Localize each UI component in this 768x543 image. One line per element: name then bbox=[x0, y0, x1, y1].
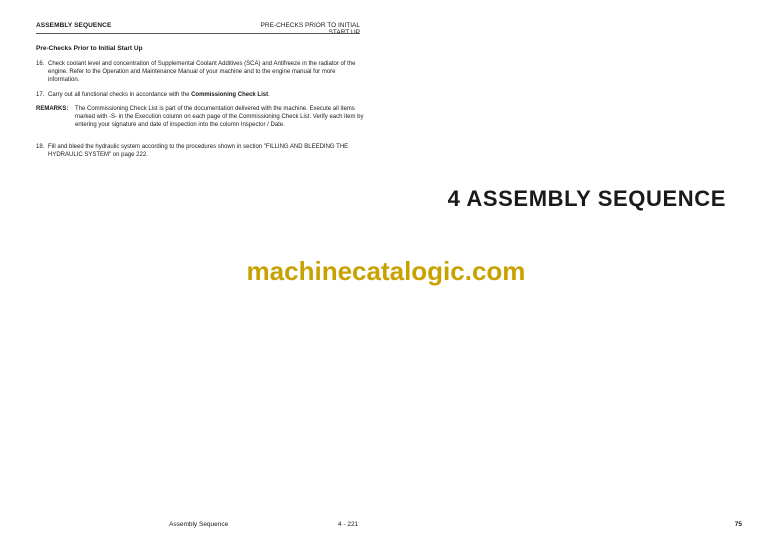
commissioning-check-list-ref: Commissioning Check List bbox=[191, 92, 269, 98]
remarks-text: The Commissioning Check List is part of the documentation delivered with the machine. Execute all items marked with -S- in the Execution column on each page of the Commissioning Check List. Verify each item by entering your signature and date of inspection into the column Inspector / Date. bbox=[75, 106, 364, 128]
watermark-text: machinecatalogic.com bbox=[246, 256, 526, 286]
running-header-right: PRE-CHECKS PRIOR TO INITIAL START UP bbox=[260, 22, 360, 36]
item-text bbox=[48, 91, 366, 99]
item-text: Fill and bleed the hydraulic system according to the procedures shown in section "FILLING AND BLEEDING THE HYDRAULIC SYSTEM" on page 222. bbox=[48, 144, 349, 158]
section-title: Pre-Checks Prior to Initial Start Up bbox=[36, 45, 143, 52]
item-text: Check coolant level and concentration of Supplemental Coolant Additives (SCA) and Antifreeze in the radiator of the engine. Refer to the Operation and Maintenance Manual of your machine and to the engine manual for more information. bbox=[48, 61, 356, 83]
list-item-16 bbox=[36, 60, 366, 84]
list-item-17 bbox=[36, 91, 366, 99]
running-header-left: ASSEMBLY SEQUENCE bbox=[36, 22, 112, 29]
page-number: 75 bbox=[734, 521, 742, 528]
header-divider bbox=[36, 33, 360, 34]
footer-left: Assembly Sequence bbox=[169, 521, 229, 528]
footer-page-ref: 4 - 221 bbox=[338, 521, 359, 528]
item-number: 18. bbox=[36, 144, 45, 150]
item-number: 16. bbox=[36, 61, 45, 67]
list-item-18 bbox=[36, 143, 366, 159]
item-text-part: Carry out all functional checks in accordance with the bbox=[48, 92, 192, 98]
item-number: 17. bbox=[36, 92, 45, 98]
item-text-end: . bbox=[268, 92, 270, 98]
remarks-block bbox=[36, 105, 366, 129]
remarks-label: REMARKS: bbox=[36, 106, 69, 112]
chapter-title: 4 ASSEMBLY SEQUENCE bbox=[447, 186, 726, 211]
